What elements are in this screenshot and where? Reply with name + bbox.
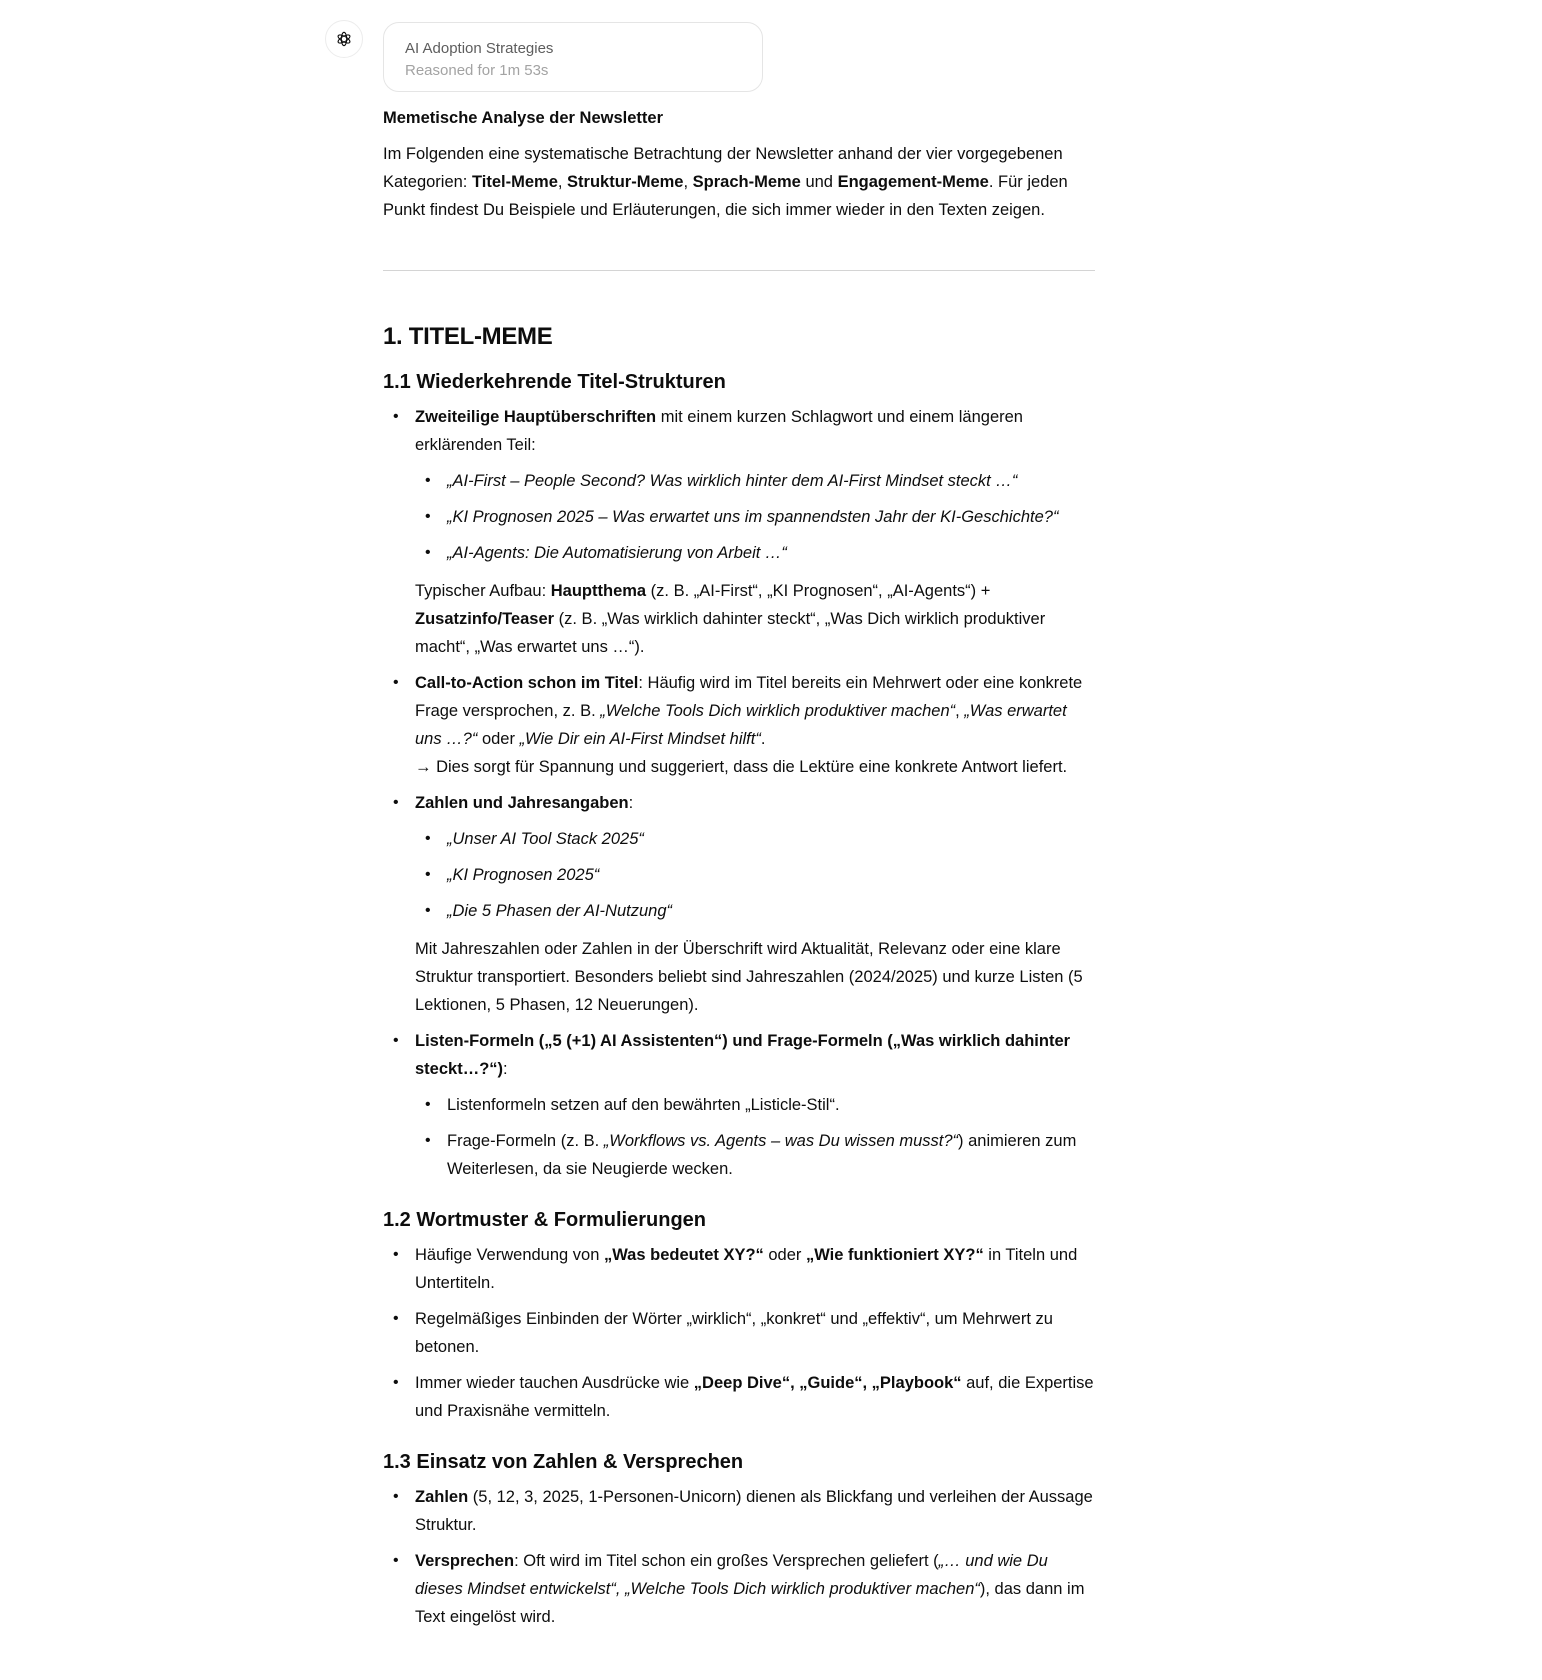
list-item bbox=[383, 789, 1095, 1019]
message-content bbox=[383, 104, 1095, 1639]
nested-list-item bbox=[415, 1127, 1095, 1183]
bold-text: Call-to-Action schon im Titel bbox=[415, 674, 639, 692]
list-item bbox=[383, 1483, 1095, 1539]
bold-text: „Wie funktioniert XY?“ bbox=[806, 1246, 984, 1264]
subsection-heading-1-1: 1.1 Wiederkehrende Titel-Strukturen bbox=[383, 371, 726, 393]
text-run: oder bbox=[763, 1246, 806, 1264]
list-item-text bbox=[415, 794, 633, 812]
bold-text: Zweiteilige Hauptüberschriften bbox=[415, 408, 657, 426]
list-item bbox=[383, 1369, 1095, 1425]
bold-text: Zusatzinfo/Teaser bbox=[415, 610, 555, 628]
text-run: Regelmäßiges Einbinden der Wörter „wirklich“, „konkret“ und „effektiv“, um Mehrwert zu betonen. bbox=[415, 1310, 1053, 1356]
bold-text: Titel-Meme bbox=[471, 173, 558, 191]
openai-logo-icon bbox=[334, 29, 354, 49]
bold-text: Versprechen bbox=[415, 1552, 515, 1570]
text-run: . bbox=[760, 730, 766, 748]
text-run: . Für jeden Punkt findest Du Beispiele und Erläuterungen, die sich immer wieder in den Texten zeigen. bbox=[383, 173, 1068, 219]
text-run: (5, 12, 3, 2025, 1-Personen-Unicorn) dienen als Blickfang und verleihen der Aussage Struktur. bbox=[415, 1488, 1093, 1534]
subsection-heading-1-3: 1.3 Einsatz von Zahlen & Versprechen bbox=[383, 1451, 744, 1473]
text-run: ), das dann im Text eingelöst wird. bbox=[415, 1580, 1085, 1626]
list-item bbox=[383, 1241, 1095, 1297]
text-run: (z. B. „AI-First“, „KI Prognosen“, „AI-Agents“) + bbox=[646, 582, 991, 600]
list-item bbox=[383, 669, 1095, 781]
nested-list-item bbox=[415, 503, 1095, 531]
bold-text: Listen-Formeln („5 (+1) AI Assistenten“) und Frage-Formeln („Was wirklich dahinter steckt…?“) bbox=[415, 1032, 1071, 1078]
list-1-1 bbox=[383, 403, 1095, 1183]
text-run: Im Folgenden eine systematische Betrachtung der Newsletter anhand der vier vorgegebenen Kategorien: bbox=[383, 145, 1063, 191]
list-1-2 bbox=[383, 1241, 1095, 1425]
list-item-text bbox=[415, 1310, 1053, 1356]
list-item-text bbox=[415, 1246, 1077, 1292]
text-run: : Oft wird im Titel schon ein großes Versprechen geliefert ( bbox=[514, 1552, 939, 1570]
italic-text: „… und wie Du dieses Mindset entwickelst“, „Welche Tools Dich wirklich produktiver machen“ bbox=[415, 1552, 1048, 1598]
bold-text: Sprach-Meme bbox=[692, 173, 801, 191]
divider bbox=[383, 270, 1095, 271]
nested-list-item bbox=[415, 861, 1095, 889]
bold-text: „Deep Dive“, „Guide“, „Playbook“ bbox=[693, 1374, 962, 1392]
text-run: auf, die Expertise und Praxisnähe vermitteln. bbox=[415, 1374, 1094, 1420]
list-item-text bbox=[415, 408, 1023, 454]
list-item bbox=[383, 1305, 1095, 1361]
italic-text: „KI Prognosen 2025 – Was erwartet uns im spannendsten Jahr der KI-Geschichte?“ bbox=[447, 508, 1059, 526]
bold-text: Zahlen und Jahresangaben bbox=[415, 794, 629, 812]
text-run: Listenformeln setzen auf den bewährten „Listicle-Stil“. bbox=[447, 1096, 840, 1114]
italic-text: „Unser AI Tool Stack 2025“ bbox=[447, 830, 644, 848]
text-run: Typischer Aufbau: bbox=[415, 582, 551, 600]
list-item-note bbox=[415, 577, 1095, 661]
list-item-text bbox=[415, 1488, 1093, 1534]
reasoning-title: AI Adoption Strategies bbox=[405, 40, 554, 57]
text-run: in Titeln und Untertiteln. bbox=[415, 1246, 1078, 1292]
section-heading-titel-meme: 1. TITEL-MEME bbox=[383, 323, 553, 350]
nested-list-item bbox=[415, 539, 1095, 567]
list-item-text bbox=[415, 1374, 1094, 1420]
nested-list bbox=[415, 467, 1095, 567]
list-item-text bbox=[415, 1552, 1084, 1626]
italic-text: „Die 5 Phasen der AI-Nutzung“ bbox=[447, 902, 672, 920]
text-run: : bbox=[503, 1060, 508, 1078]
list-1-3 bbox=[383, 1483, 1095, 1631]
text-run: Frage-Formeln (z. B. bbox=[447, 1132, 604, 1150]
list-item-text bbox=[415, 674, 1082, 776]
bold-text: Zahlen bbox=[415, 1488, 469, 1506]
text-run: , bbox=[557, 173, 568, 191]
list-item bbox=[383, 1547, 1095, 1631]
document-title: Memetische Analyse der Newsletter bbox=[383, 109, 664, 127]
reasoning-summary-card[interactable] bbox=[383, 22, 763, 92]
italic-text: „KI Prognosen 2025“ bbox=[447, 866, 600, 884]
nested-list-item bbox=[415, 825, 1095, 853]
bold-text: „Was bedeutet XY?“ bbox=[603, 1246, 764, 1264]
list-item bbox=[383, 1027, 1095, 1183]
italic-text: „AI-Agents: Die Automatisierung von Arbeit …“ bbox=[447, 544, 787, 562]
list-item bbox=[383, 403, 1095, 661]
bold-text: Engagement-Meme bbox=[837, 173, 989, 191]
text-run: ) animieren zum Weiterlesen, da sie Neugierde wecken. bbox=[447, 1132, 1077, 1178]
bold-text: Struktur-Meme bbox=[567, 173, 684, 191]
text-run: : bbox=[628, 794, 634, 812]
italic-text: „Wie Dir ein AI-First Mindset hilft“ bbox=[519, 730, 761, 748]
nested-list bbox=[415, 825, 1095, 925]
text-run: Immer wieder tauchen Ausdrücke wie bbox=[415, 1374, 694, 1392]
italic-text: „Workflows vs. Agents – was Du wissen musst?“ bbox=[603, 1132, 959, 1150]
nested-list-item bbox=[415, 1091, 1095, 1119]
italic-text: „Was erwartet uns …?“ bbox=[415, 702, 1067, 748]
subsection-heading-1-2: 1.2 Wortmuster & Formulierungen bbox=[383, 1209, 707, 1231]
text-run: oder bbox=[477, 730, 520, 748]
assistant-avatar bbox=[325, 20, 363, 58]
intro-paragraph bbox=[383, 140, 1095, 224]
text-run: , bbox=[955, 702, 965, 720]
text-run: (z. B. „Was wirklich dahinter steckt“, „Was Dich wirklich produktiver macht“, „Was erwartet uns …“). bbox=[415, 610, 1046, 656]
text-run: : Häufig wird im Titel bereits ein Mehrwert oder eine konkrete Frage versprochen, z. B. bbox=[415, 674, 1083, 720]
list-item-text bbox=[415, 1032, 1070, 1078]
text-run: mit einem kurzen Schlagwort und einem längeren erklärenden Teil: bbox=[415, 408, 1023, 454]
nested-list bbox=[415, 1091, 1095, 1183]
text-run: Häufige Verwendung von bbox=[415, 1246, 604, 1264]
text-run: → Dies sorgt für Spannung und suggeriert, dass die Lektüre eine konkrete Antwort liefert. bbox=[415, 758, 1068, 776]
text-run: und bbox=[800, 173, 838, 191]
bold-text: Hauptthema bbox=[550, 582, 647, 600]
italic-text: „AI-First – People Second? Was wirklich hinter dem AI-First Mindset steckt …“ bbox=[447, 472, 1018, 490]
reasoning-duration: Reasoned for 1m 53s bbox=[405, 62, 549, 79]
nested-list-item bbox=[415, 467, 1095, 495]
nested-list-item bbox=[415, 897, 1095, 925]
italic-text: „Welche Tools Dich wirklich produktiver machen“ bbox=[600, 702, 956, 720]
text-run: Mit Jahreszahlen oder Zahlen in der Überschrift wird Aktualität, Relevanz oder eine klare Struktur transportiert. Besonders beliebt sind Jahreszahlen (2024/2025) und kurze Listen (5 Lektionen, 5 Phasen, 12 Neuerungen). bbox=[415, 940, 1083, 1014]
text-run: , bbox=[683, 173, 693, 191]
list-item-note bbox=[415, 935, 1095, 1019]
